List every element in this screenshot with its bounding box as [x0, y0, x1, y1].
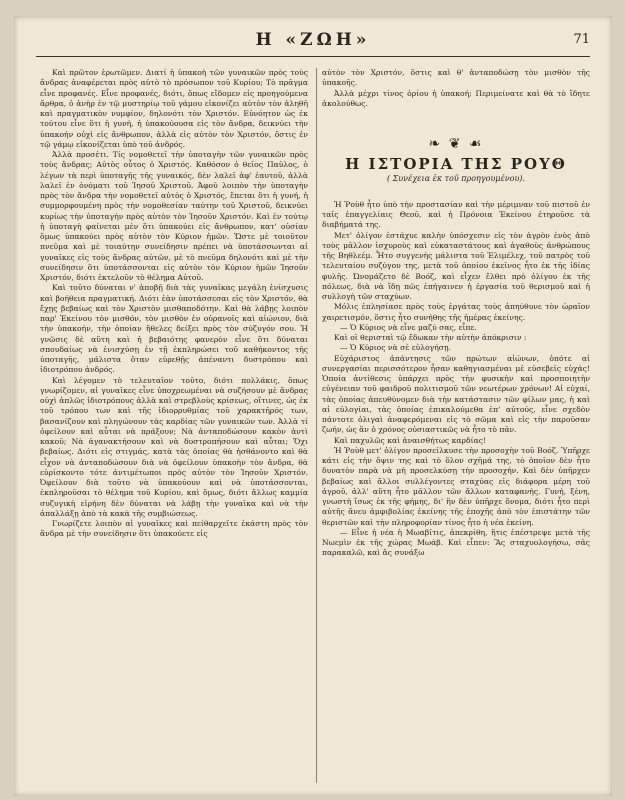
left-column	[40, 68, 308, 540]
journal-page	[14, 16, 612, 796]
paragraph: Ἀλλὰ μέχρι τίνος ὁρίου ἡ ὑπακοή; Περιμείνατε καὶ θὰ τὸ ἴδητε ἀκολούθως.	[322, 88, 590, 108]
paragraph: Καὶ πρῶτον ἐρωτῶμεν. Διατί ἡ ὑπακοὴ τῶν γυναικῶν πρὸς τοὺς ἄνδρας ἀναφέρεται πρὸς αὐτὸ τὸ πρόσωπον τοῦ Κυρίου; Τὸ πρᾶγμα εἶνε προφανές. Εἶνε προφανές, διότι, ὅπως εἴδομεν εἰς προηγούμενα ἄρθρα, ὁ ἀνὴρ ἐν τῷ μυστηρίῳ τοῦ γάμου εἰκονίζει αὐτὸν τὸν ἀληθῆ καὶ πραγματικὸν νυμφίον, δηλονότι τὸν Χριστόν. Εὐνόητον ὡς ἐκ τούτου εἶνε ὅτι ἡ γυνή, ἡ ὑπακούουσα εἰς τὸν ἄνδρα, δεικνύει τὴν ὑπακοήν οὐχὶ εἰς ἄνθρωπον, ἀλλὰ εἰς αὐτὸν τὸν Χριστόν, ὅστις ἐν τῷ γάμῳ εἰκονίζεται ὑπὸ τοῦ ἀνδρός.	[40, 68, 308, 149]
paragraph: Μετ' ὀλίγον ἐστάχυε καλὴν ὑπόσχεσιν εἰς τὸν ἀγρὸν ἑνὸς ἀπὸ τοὺς μᾶλλον ἰσχυροὺς καὶ εὐκαταστάτους καὶ ἀγαθοὺς ἀνθρώπους τῆς Βηθλεέμ. Ἦτο συγγενὴς μάλιστα τοῦ Ἐλιμέλεχ, τοῦ πατρὸς τοῦ τελευταίου συζύγου της, μετὰ τοῦ ὁποίου ἐκεῖνος ἦτο ἐκ τῆς ἰδίας φυλῆς. Ὠνομάζετο δὲ Βοόζ, καὶ εἶχεν ἔλθει πρὸ ὀλίγου ἐκ τῆς πόλεως, διὰ νὰ ἴδῃ πῶς ἐπήγαινεν ἡ ἐργασία τοῦ θερισμοῦ καὶ ἡ συλλογὴ τῶν σταχύων.	[322, 230, 590, 301]
page-header	[14, 30, 612, 54]
paragraph: αὐτὸν τὸν Χριστόν, ὅστις καὶ θ' ἀνταποδώσῃ τὸν μισθὸν τῆς ὑπακοῆς.	[322, 68, 590, 88]
paragraph: Εὐχάριστος ἀπάντησις τῶν πρώτων αἰώνων, ὁπότε αἱ συνεργασίαι περισσότερον ἦσαν καθηγιασμέναι μὲ εὐσεβεῖς εὐχάς! Ὁποία ἀντίθεσις ὑπάρχει πρὸς τὴν φυσικὴν καὶ προσποιητὴν εὐγένειαν τοῦ φαιδροῦ πολιτισμοῦ τῶν νεωτέρων χρόνων! Αἱ εὐχαί, τὰς ὁποίας ἀπευθύνομεν διὰ τὴν κατάστασιν τῶν φίλων μας, ἡ καὶ αἱ εὐλογίαι, τὰς ὁποίας ἐπικαλούμεθα ἐπ' αὐτούς, εἶνε σχεδὸν πάντοτε ὀλιγαὶ ἀναφερόμεναι εἰς τὸ σῶμα καὶ εἰς τὴν παροῦσαν ζωήν, ὡς ἂν ὁ χρόνος οὐσιαστικῶς νὰ ἦτο τὸ πᾶν.	[322, 353, 590, 435]
journal-title: Η «ΖΩΗ»	[255, 30, 371, 50]
header-rule	[36, 56, 590, 57]
paragraph: Ἡ Ῥοὺθ μετ' ὀλίγον προσείλκυσε τὴν προσοχὴν τοῦ Βοόζ. Ὑπῆρχε κάτι εἰς τὴν ὄψιν της καὶ τὸ ὅλον σχῆμά της, τὸ ὁποῖον δὲν ἦτο δυνατὸν παρὰ νὰ μὴ προσελκύσῃ τὴν προσοχήν. Καὶ δὲν ὑπῆρχεν βεβαίως καὶ ἄλλοι συλλέγοντες σταχύας εἰς διάφορα μέρη τοῦ ἀγροῦ, ἀλλ' αὕτη ἦτο μᾶλλον τῶν ἄλλων καταφανής. Γυνή, ξένη, γνωστὴ ἴσως ἐκ τῆς φήμης, δι' ἣν δὲν ὑπῆρχε ὄνομα, διότι ἦτο περὶ αὐτῆς ἄνευ ἀμφιβολίας ἐκείνης τῆς ἐποχῆς ἀπὸ τὸν ἐπιστάτην τῶν θεριστῶν καὶ τὴν πληροφορίαν τίνος ἦτο ἡ νέα ἐκείνη.	[322, 445, 590, 527]
paragraph: Γνωρίζετε λοιπὸν αἱ γυναῖκες καὶ πείθαρχεῖτε ἑκάστη πρὸς τὸν ἄνδρα μὲ τὴν συνείδησιν ὅτι ὑπακούετε εἰς	[40, 519, 308, 539]
dialogue-line: — Εἶνε ἡ νέα ἡ Μωαβῖτις, ἀπεκρίθη, ἥτις ἐπέστρεψε μετὰ τῆς Νωεμὶν ἐκ τῆς χώρας Μωάβ. Καὶ εἶπεν: Ἂς σταχυολογήσω, σᾶς παρακαλῶ, καὶ ἂς συνάξω	[322, 527, 590, 558]
paragraph: Ἀλλὰ προσέτι. Τίς νομοθετεῖ τὴν ὑποταγὴν τῶν γυναικῶν πρὸς τοὺς ἄνδρας; Αὐτὸς οὗτος ὁ Χριστός. Καθόσον ὁ θεῖος Παῦλος, ὁ λέγων τὰ περὶ ὑποταγῆς τῆς γυναικός, δὲν λαλεῖ ἀφ' ἑαυτοῦ, ἀλλὰ λαλεῖ ἐν ὀνόματι τοῦ Ἰησοῦ Χριστοῦ. Ἀφοῦ λοιπὸν τὴν ὑποταγὴν πρὸς τὸν ἄνδρα τὴν νομοθετεῖ αὐτὸς ὁ Χριστός, ἔπεται ὅτι ἡ γυνή, ἡ συμμορφουμένη πρὸς τὴν νομοθεσίαν ταύτην τοῦ Χριστοῦ, δεικνύει κυρίως τὴν ὑποταγὴν πρὸς αὐτὸν τὸν Ἰησοῦν Χριστόν. Καὶ ἐν τούτῳ ἡ ὑποταγὴ φαίνεται μὲν ὅτι ὑπακούει εἰς ἄνθρωπον, κατ' οὐσίαν ὅμως ὑπακούει πρὸς αὐτὸν τὸν Κύριον ἡμῶν. Ὥστε μὲ τοιοῦτον πνεῦμα καὶ μὲ τοιαύτην συνείδησιν πρέπει νὰ ὑποτάσσωνται αἱ γυναῖκες εἰς τοὺς ἄνδρας αὐτῶν, μὲ τὸ πνεῦμα δηλονότι καὶ μὲ τὴν συνείδησιν ὅτι ὑποτάσσονται εἰς αὐτὸν τὸν Κύριον ἡμῶν Ἰησοῦν Χριστόν, διότι ἐκτελοῦν τὸ θέλημα Αὐτοῦ.	[40, 150, 308, 282]
dialogue-line: — Ὁ Κύριος νὰ σὲ εὐλογήσῃ.	[340, 343, 451, 353]
paragraph: Ἡ Ῥοὺθ ἦτο ὑπὸ τὴν προστασίαν καὶ τὴν μέριμναν τοῦ πιστοῦ ἐν ταῖς ἐπαγγελίαις Θεοῦ, καὶ ἡ Πρόνοια Ἐκείνου ἐτηροῦσε τὰ διαβήματά της.	[322, 199, 590, 230]
article-title: Η ΙΣΤΟΡΙΑ ΤΗΣ ΡΟΥΘ	[345, 155, 567, 174]
article-subtitle: ( Συνέχεια ἐκ τοῦ προηγουμένου).	[386, 173, 526, 183]
page-number: 71	[573, 32, 590, 47]
paragraph: Καὶ λέγομεν τὸ τελευταῖον τοῦτο, διότι πολλάκις, ὅπως γνωρίζομεν, αἱ γυναῖκες εἶνε ὑποχρεωμέναι νὰ συζήσουν μὲ ἄνδρας οὐχὶ ἁπλῶς ἰδιοτρόπους ἀλλὰ καὶ στρεβλοὺς κρίσεως, οἵτινες, ὡς ἐκ τοῦ τρόπου των καὶ τῆς ἰδιορρυθμίας τοῦ χαρακτῆρός των, βασανίζουν καὶ πληγώνουν τὰς καρδίας τῶν γυναικῶν των. Ἀλλὰ τί ὀφείλουν καὶ αὗται νὰ πράξουν; Νὰ ἀνταποδώσουν κακὸν ἀντὶ κακοῦ; Νὰ ἀγανακτήσουν καὶ νὰ δυστροπήσουν καὶ αὗται; Ὄχι βεβαίως. Διότι εἰς στιγμάς, κατὰ τὰς ὁποίας θὰ ἠσθάνοντο καὶ θὰ εἶχον νὰ ἀνταποδώσουν διὰ νὰ ὀφείλουν ὑπακοὴν τὸν ἄνδρα, θὰ εὑρίσκοντο τότε ἀντιμέτωποι πρὸς αὐτὸν τὸν Ἰησοῦν Χριστόν. Ὀφείλουν διὰ τοῦτο νὰ ὑπακούουν καὶ νὰ ὑποτάσσονται, ἐκπληροῦσαι τὸ θέλημα τοῦ Κυρίου, καὶ ὅμως, διότι ἄλλως καμμία συζυγικὴ εἰρήνη δὲν δύναται νὰ λάβῃ τὴν γυναῖκα καὶ νὰ τὴν ἀπαλλάξῃ ἀπὸ τὰ κακὰ τῆς συμβιώσεως.	[40, 375, 308, 518]
column-divider	[316, 68, 317, 783]
dialogue-line: — Ὁ Κύριος νὰ εἶνε μαζύ σας, εἶπε.	[340, 322, 477, 332]
paragraph: Καὶ οἱ θερισταὶ τῷ ἔδωκαν τὴν αὐτὴν ἀπόκρισιν :	[334, 333, 527, 342]
paragraph: Μόλις ἐπλησίασε πρὸς τοὺς ἐργάτας τοὺς ἀπηύθυνε τὸν ὡραῖον χαιρετισμόν, ὅστις ἦτο συνήθης τῆς ἡμέρας ἐκείνης.	[322, 302, 590, 322]
ornament-flourish-icon: ❧ ❦ ☙	[428, 136, 484, 152]
right-column	[322, 68, 590, 559]
paragraph: Καὶ παχυλῶς καὶ ἀναισθήτως καρδίας!	[334, 435, 487, 445]
paragraph: Καὶ τοῦτο δύναται ν' ἀποβῇ διὰ τὰς γυναῖκας μεγάλη ἐνίσχυσις καὶ βοήθεια πραγματική. Διότι ἐὰν ὑποτάσσεσαι εἰς τὸν Χριστόν, θὰ ἔχῃς βεβαίως καὶ τὸν Χριστὸν μισθαποδότην. Καὶ θὰ λάβῃς λοιπὸν παρ' Ἐκείνου τὸν μισθόν, τὸν μισθὸν ἐν οὐρανοῖς καὶ αἰώνιον, διὰ τὴν ὑπακοήν, τὴν ὁποίαν ἤθελες δείξει πρὸς τὸν σύζυγόν σου. Ἡ γνῶσις δὲ αὕτη καὶ ἡ βεβαιότης φανερὸν εἶνε ὅτι δύναται σπουδαίως νὰ ἐνισχύσῃ ἐν τῇ ἐκπληρώσει τοῦ καθήκοντος τῆς ὑποταγῆς, μάλιστα ὅταν εὑρεθῇς ἀπέναντι δυστρόπου καὶ ἰδιοτρόπου ἀνδρός.	[40, 283, 308, 375]
